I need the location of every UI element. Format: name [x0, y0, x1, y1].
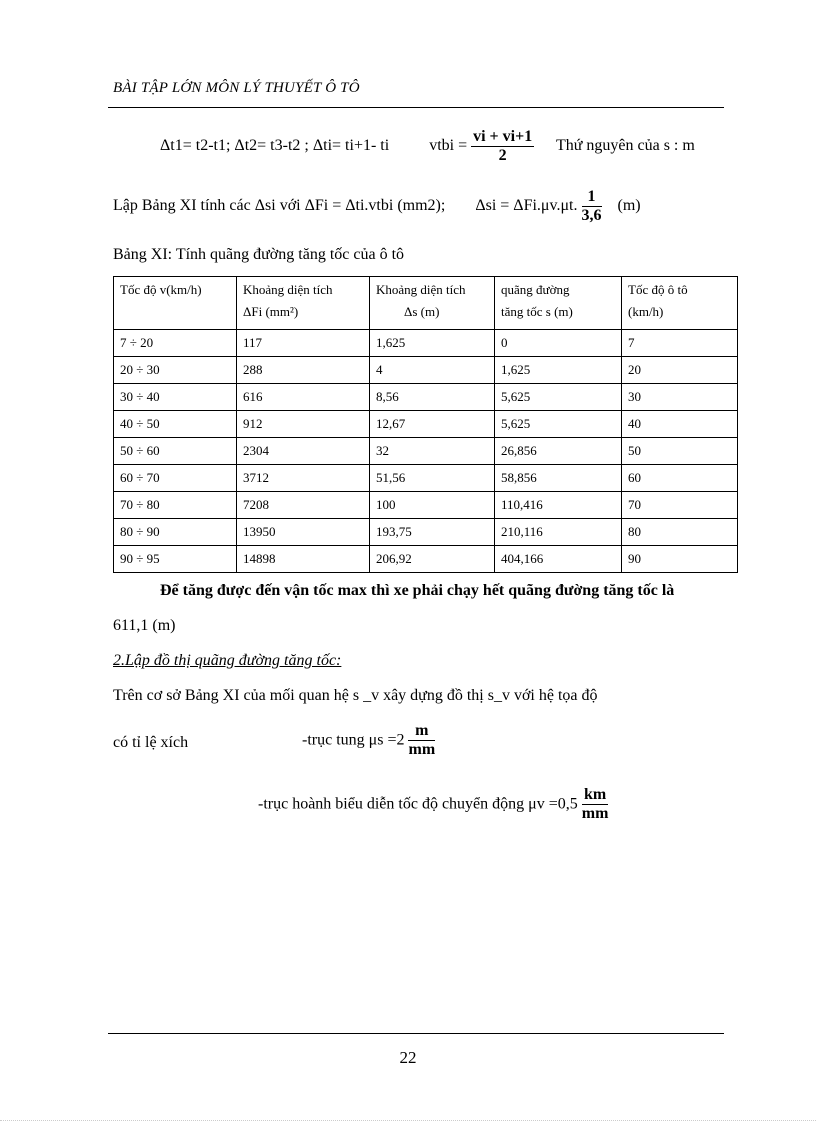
- unit-text: (m): [617, 197, 641, 215]
- table-row: [114, 546, 738, 573]
- table-cell: 70: [622, 492, 738, 519]
- header-cell: quãng đường tăng tốc s (m): [495, 277, 622, 330]
- table-row: [114, 519, 738, 546]
- scale-label: có tỉ lệ xích: [113, 734, 189, 751]
- table-cell: 30 ÷ 40: [114, 384, 237, 411]
- dimension-text: Thứ nguyên của s : m: [555, 137, 695, 155]
- table-cell: 288: [237, 357, 370, 384]
- table-cell: 110,416: [495, 492, 622, 519]
- table-cell: 404,166: [495, 546, 622, 573]
- table-cell: 1,625: [370, 330, 495, 357]
- table-cell: 7208: [237, 492, 370, 519]
- table-cell: 90 ÷ 95: [114, 546, 237, 573]
- table-cell: 90: [622, 546, 738, 573]
- table-cell: 80: [622, 519, 738, 546]
- vtbi-label: vtbi =: [429, 137, 468, 155]
- table-cell: 1,625: [495, 357, 622, 384]
- table-cell: 50 ÷ 60: [114, 438, 237, 465]
- table-title: Bảng XI: Tính quãng đường tăng tốc của ô tô: [113, 246, 405, 263]
- table-row: [114, 330, 738, 357]
- table-cell: 58,856: [495, 465, 622, 492]
- fraction-denominator: 3,6: [581, 207, 602, 224]
- header-cell: Khoảng diện tích ΔFi (mm²): [237, 277, 370, 330]
- fraction-numerator: 1: [582, 188, 602, 207]
- table-cell: 13950: [237, 519, 370, 546]
- page-bottom-edge: [0, 1120, 816, 1121]
- table-cell: 20: [622, 357, 738, 384]
- table-cell: 912: [237, 411, 370, 438]
- table-row: [114, 438, 738, 465]
- table-row: [114, 492, 738, 519]
- equation-distance: [113, 188, 641, 225]
- table-cell: 14898: [237, 546, 370, 573]
- vertical-axis-scale: [302, 722, 435, 759]
- header-cell: Tốc độ ô tô (km/h): [622, 277, 738, 330]
- table-cell: 30: [622, 384, 738, 411]
- page-header: BÀI TẬP LỚN MÔN LÝ THUYẾT Ô TÔ: [113, 80, 360, 96]
- fraction-denominator: mm: [581, 805, 609, 822]
- table-cell: 50: [622, 438, 738, 465]
- fraction-denominator: 2: [498, 147, 507, 164]
- table-cell: 40: [622, 411, 738, 438]
- footer-divider: [108, 1033, 724, 1034]
- table-cell: 60: [622, 465, 738, 492]
- table-row: [114, 357, 738, 384]
- table-cell: 60 ÷ 70: [114, 465, 237, 492]
- table-cell: 26,856: [495, 438, 622, 465]
- ds-formula: Δsi = ΔFi.μv.μt.: [475, 197, 578, 215]
- table-cell: 210,116: [495, 519, 622, 546]
- table-cell: 40 ÷ 50: [114, 411, 237, 438]
- table-cell: 0: [495, 330, 622, 357]
- table-cell: 80 ÷ 90: [114, 519, 237, 546]
- table-calc-text: Lập Bảng XI tính các Δsi với ΔFi = Δti.vtbi (mm2);: [113, 197, 446, 215]
- page-number: 22: [399, 1048, 417, 1067]
- table-cell: 7 ÷ 20: [114, 330, 237, 357]
- table-row: [114, 411, 738, 438]
- vertical-unit-fraction: [408, 722, 435, 759]
- table-cell: 70 ÷ 80: [114, 492, 237, 519]
- table-cell: 20 ÷ 30: [114, 357, 237, 384]
- table-row: [114, 384, 738, 411]
- table-cell: 117: [237, 330, 370, 357]
- table-cell: 5,625: [495, 411, 622, 438]
- acceleration-distance-table: [113, 276, 738, 573]
- table-cell: 3712: [237, 465, 370, 492]
- table-cell: 32: [370, 438, 495, 465]
- table-cell: 7: [622, 330, 738, 357]
- table-cell: 8,56: [370, 384, 495, 411]
- table-cell: 616: [237, 384, 370, 411]
- fraction-denominator: mm: [408, 741, 436, 758]
- fraction-numerator: m: [408, 722, 435, 741]
- conclusion-line-2: 611,1 (m): [113, 617, 176, 634]
- basis-text: Trên cơ sở Bảng XI của mối quan hệ s _v xây dựng đồ thị s_v với hệ tọa độ: [113, 687, 598, 704]
- horizontal-axis-scale: [258, 786, 608, 823]
- table-row: [114, 465, 738, 492]
- fraction-numerator: km: [582, 786, 609, 805]
- table-cell: 100: [370, 492, 495, 519]
- average-speed-fraction: [471, 128, 534, 165]
- equation-time-intervals: [160, 128, 695, 165]
- header-cell: Khoảng diện tích Δs (m): [370, 277, 495, 330]
- conclusion-line-1: Để tăng được đến vận tốc max thì xe phải chạy hết quãng đường tăng tốc là: [160, 582, 675, 599]
- table-cell: 12,67: [370, 411, 495, 438]
- time-intervals-text: Δt1= t2-t1; Δt2= t3-t2 ; Δti= ti+1- ti: [160, 137, 390, 155]
- horizontal-unit-fraction: [582, 786, 609, 823]
- table-cell: 193,75: [370, 519, 495, 546]
- table-header-row: [114, 277, 738, 330]
- header-divider: [108, 107, 724, 108]
- fraction-numerator: vi + vi+1: [473, 128, 533, 145]
- table-cell: 4: [370, 357, 495, 384]
- table-cell: 2304: [237, 438, 370, 465]
- conversion-fraction: [582, 188, 602, 225]
- horizontal-axis-text: -trục hoành biểu diễn tốc độ chuyển động μv =0,5: [258, 795, 578, 813]
- table-cell: 51,56: [370, 465, 495, 492]
- header-cell: Tốc độ v(km/h): [114, 277, 237, 330]
- section-heading: 2.Lập đồ thị quãng đường tăng tốc:: [113, 652, 342, 669]
- table-cell: 206,92: [370, 546, 495, 573]
- vertical-axis-text: -trục tung μs =2: [302, 731, 405, 749]
- table-cell: 5,625: [495, 384, 622, 411]
